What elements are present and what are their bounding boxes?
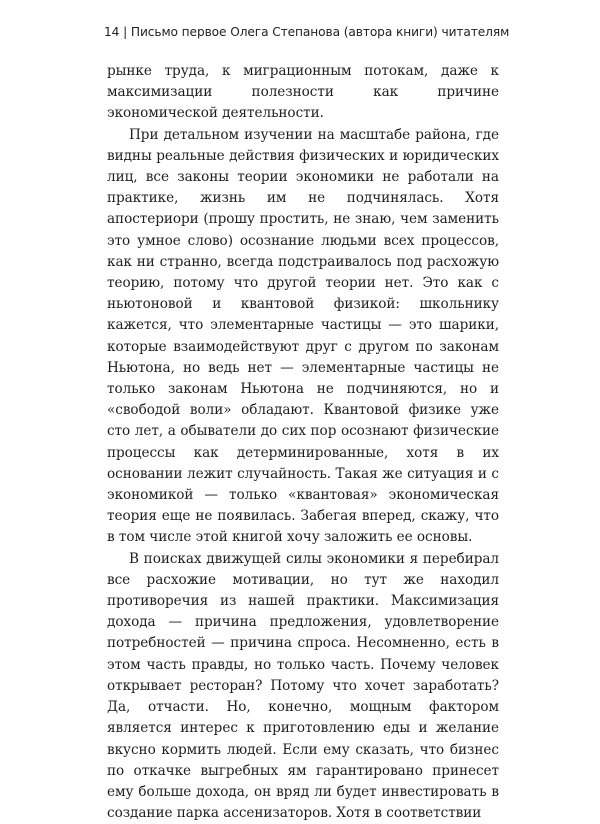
- header-separator: |: [123, 25, 128, 39]
- paragraph: При детальном изучении на масштабе района, где видны реальные действия физических и юридических лиц, все законы теории экономики не работали на практике, жизнь им не подчинялась. Хотя апостериори (прошу простить, не знаю, чем заменить это умное слово) осознание людьми всех процессов, как ни странно, всегда подстраивалось под расхожую теорию, потому что другой теории нет. Это как с ньютоновой и квантовой физикой: школьнику кажется, что элементарные частицы — это шарики, которые взаимодействуют друг с другом по законам Ньютона, но ведь нет — элементарные частицы не только законам Ньютона не подчиняются, но и «свободой воли» обладают. Квантовой физике уже сто лет, а обыватели до сих пор осознают физические процессы как детерминированные, хотя в их основании лежит случайность. Такая же ситуация и с экономикой — только «квантовая» экономическая теория еще не появилась. Забегая вперед, скажу, что в том числе этой книгой хочу заложить ее основы.: [107, 126, 499, 546]
- paragraph-continued: рынке труда, к миграционным потокам, даже к максимизации полезности как причине экономической деятельности.: [107, 63, 499, 122]
- body-text: [107, 61, 499, 824]
- chapter-title: Письмо первое Олега Степанова (автора книги) читателям: [130, 25, 510, 39]
- paragraph: В поисках движущей силы экономики я перебирал все расхожие мотивации, но тут же находил противоречия из нашей практики. Максимизация дохода — причина предложения, удовлетворение потребностей — причина спроса. Несомненно, есть в этом часть правды, но только часть. Почему человек открывает ресторан? Потому что хочет заработать? Да, отчасти. Но, конечно, мощным фактором является интерес к приготовлению еды и желание вкусно кормить людей. Если ему сказать, что бизнес по откачке выгребных ям гарантировано принесет ему больше дохода, он вряд ли будет инвестировать в создание парка ассенизаторов. Хотя в соответствии: [107, 550, 499, 822]
- page-number: 14: [104, 25, 120, 39]
- running-header: [104, 24, 524, 40]
